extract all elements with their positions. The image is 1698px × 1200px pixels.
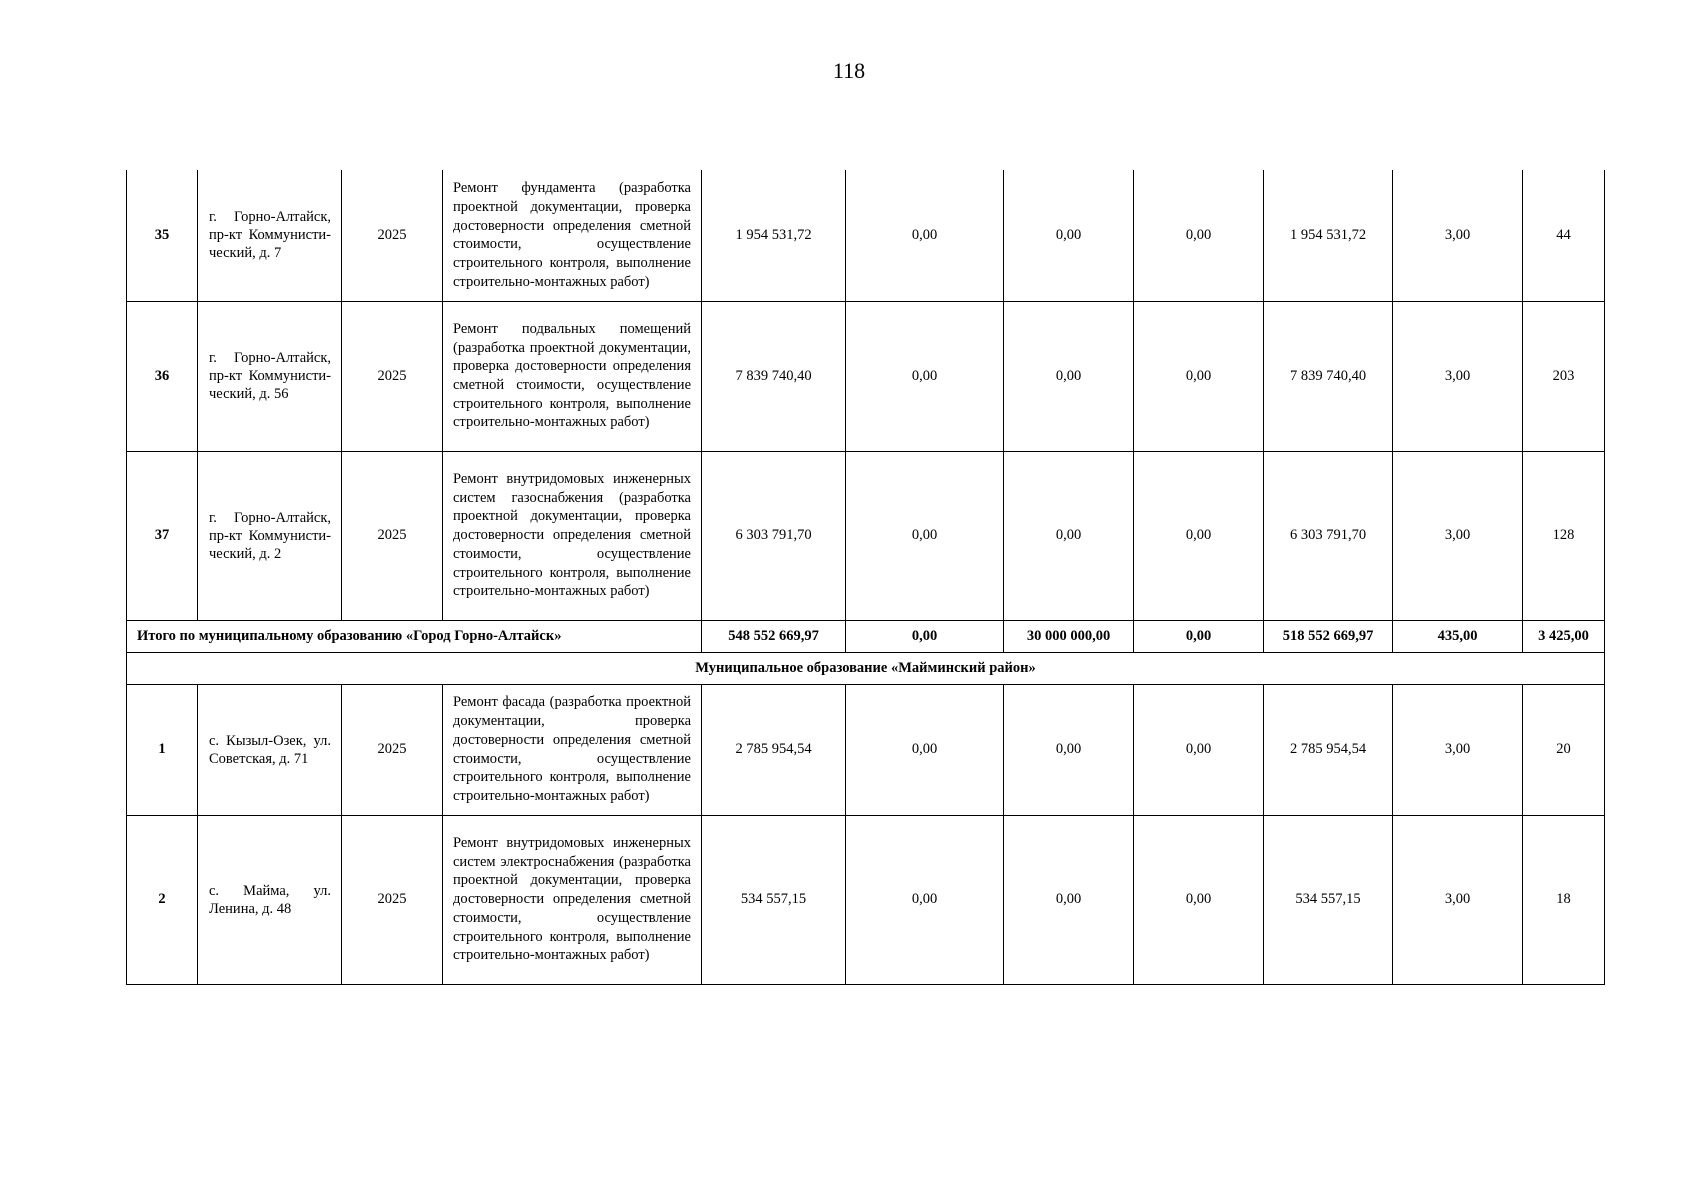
work-type-cell: Ремонт фундамента (разработка проектной документации, проверка достоверности определения сметной стоимости, осуществление строительного контроля, выполнение строительно-монтажных работ) [443, 170, 702, 301]
total-value: 0,00 [1134, 620, 1264, 652]
value-cell: 203 [1523, 301, 1605, 451]
value-cell: 534 557,15 [1264, 815, 1393, 984]
value-cell: 0,00 [846, 451, 1004, 620]
value-cell: 3,00 [1393, 684, 1523, 815]
page-number: 118 [832, 58, 866, 83]
row-number: 2 [127, 815, 198, 984]
cost-total-cell: 7 839 740,40 [702, 301, 846, 451]
work-type-cell: Ремонт подвальных помещений (разработка проектной документации, проверка достоверности определения сметной стоимости, осуществление строительного контроля, выполнение строительно-монтажных работ) [443, 301, 702, 451]
year-cell: 2025 [342, 170, 443, 301]
year-cell: 2025 [342, 451, 443, 620]
value-cell: 6 303 791,70 [1264, 451, 1393, 620]
total-value: 435,00 [1393, 620, 1523, 652]
value-cell: 0,00 [846, 684, 1004, 815]
address-cell: с. Кызыл-Озек, ул. Советская, д. 71 [198, 684, 342, 815]
value-cell: 0,00 [1134, 815, 1264, 984]
section-header-row [127, 652, 1605, 684]
value-cell: 0,00 [1004, 170, 1134, 301]
section-title: Муниципальное образование «Майминский район» [127, 652, 1605, 684]
row-number: 37 [127, 451, 198, 620]
total-row [127, 620, 1605, 652]
year-cell: 2025 [342, 815, 443, 984]
value-cell: 0,00 [1004, 815, 1134, 984]
value-cell: 0,00 [846, 301, 1004, 451]
work-type-cell: Ремонт фасада (разработка проектной документации, проверка достоверности определения сметной стоимости, осуществление строительного контроля, выполнение строительно-монтажных работ) [443, 684, 702, 815]
table-row [127, 451, 1605, 620]
year-cell: 2025 [342, 301, 443, 451]
value-cell: 18 [1523, 815, 1605, 984]
value-cell: 128 [1523, 451, 1605, 620]
value-cell: 44 [1523, 170, 1605, 301]
address-cell: г. Горно-Алтайск, пр-кт Коммунисти-ческий, д. 2 [198, 451, 342, 620]
row-number: 36 [127, 301, 198, 451]
value-cell: 3,00 [1393, 815, 1523, 984]
total-value: 518 552 669,97 [1264, 620, 1393, 652]
total-value: 30 000 000,00 [1004, 620, 1134, 652]
address-cell: с. Майма, ул. Ленина, д. 48 [198, 815, 342, 984]
work-type-cell: Ремонт внутридомовых инженерных систем электроснабжения (разработка проектной документации, проверка достоверности определения сметной стоимости, осуществление строительного контроля, выполнение строительно-монтажных работ) [443, 815, 702, 984]
value-cell: 0,00 [846, 170, 1004, 301]
cost-total-cell: 6 303 791,70 [702, 451, 846, 620]
address-cell: г. Горно-Алтайск, пр-кт Коммунисти-ческий, д. 7 [198, 170, 342, 301]
value-cell: 20 [1523, 684, 1605, 815]
cost-total-cell: 1 954 531,72 [702, 170, 846, 301]
value-cell: 1 954 531,72 [1264, 170, 1393, 301]
table-row [127, 815, 1605, 984]
year-cell: 2025 [342, 684, 443, 815]
table-row [127, 684, 1605, 815]
value-cell: 0,00 [1134, 170, 1264, 301]
capital-repair-table [126, 170, 1605, 985]
value-cell: 3,00 [1393, 170, 1523, 301]
value-cell: 3,00 [1393, 451, 1523, 620]
value-cell: 7 839 740,40 [1264, 301, 1393, 451]
value-cell: 0,00 [1134, 684, 1264, 815]
row-number: 1 [127, 684, 198, 815]
value-cell: 0,00 [1004, 684, 1134, 815]
address-cell: г. Горно-Алтайск, пр-кт Коммунисти-ческий, д. 56 [198, 301, 342, 451]
total-value: 548 552 669,97 [702, 620, 846, 652]
value-cell: 0,00 [1004, 301, 1134, 451]
value-cell: 0,00 [1134, 301, 1264, 451]
total-value: 3 425,00 [1523, 620, 1605, 652]
table-row [127, 301, 1605, 451]
row-number: 35 [127, 170, 198, 301]
value-cell: 3,00 [1393, 301, 1523, 451]
value-cell: 0,00 [1004, 451, 1134, 620]
table-row [127, 170, 1605, 301]
cost-total-cell: 534 557,15 [702, 815, 846, 984]
value-cell: 0,00 [846, 815, 1004, 984]
work-type-cell: Ремонт внутридомовых инженерных систем газоснабжения (разработка проектной документации, проверка достоверности определения сметной стоимости, осуществление строительного контроля, выполнение строительно-монтажных работ) [443, 451, 702, 620]
total-value: 0,00 [846, 620, 1004, 652]
value-cell: 0,00 [1134, 451, 1264, 620]
value-cell: 2 785 954,54 [1264, 684, 1393, 815]
total-label: Итого по муниципальному образованию «Город Горно-Алтайск» [127, 620, 702, 652]
cost-total-cell: 2 785 954,54 [702, 684, 846, 815]
